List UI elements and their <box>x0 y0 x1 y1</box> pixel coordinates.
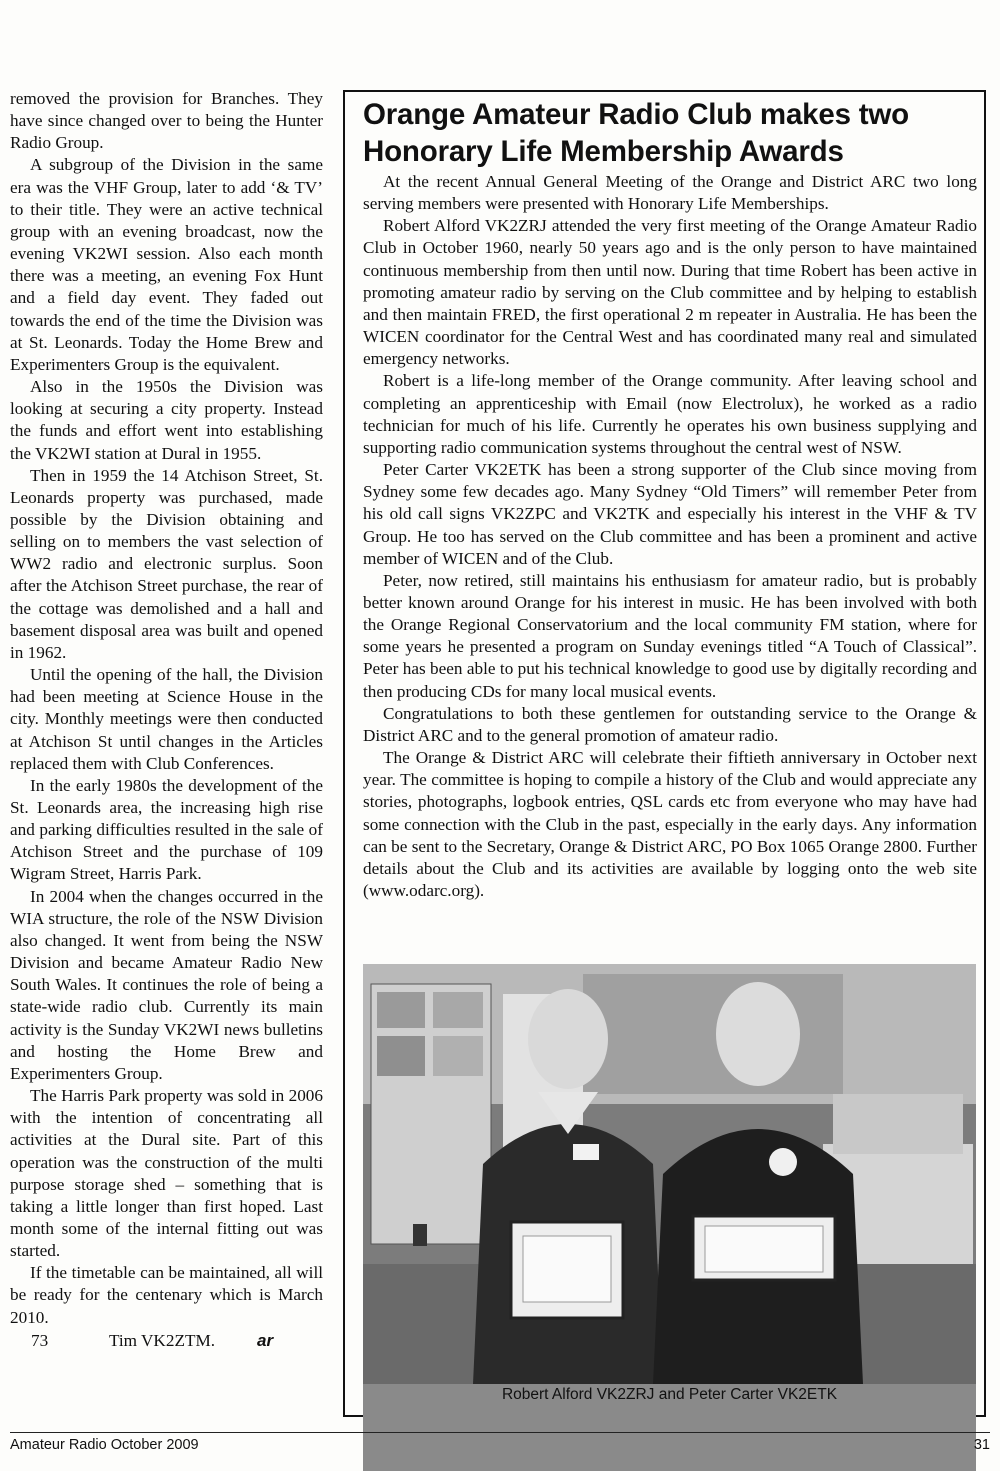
article-paragraph: At the recent Annual General Meeting of the Orange and District ARC two long serving members were presented with Honorary Life Memberships. <box>363 172 977 214</box>
article-paragraph: Congratulations to both these gentlemen for outstanding service to the Orange & District ARC and to the general promotion of amateur radio. <box>363 703 977 745</box>
article-paragraph: Peter, now retired, still maintains his enthusiasm for amateur radio, but is probably better known around Orange for his interest in music. He has been involved with both the Orange Regional Conservatorium and the local community FM station, where for some years he presented a program on Sunday evenings titled “A Touch of Classical”. Peter has been able to put his technical knowledge to good use by digitally recording and then producing CDs for many local musical events. <box>363 570 977 701</box>
article-body <box>363 171 977 902</box>
left-paragraph: Then in 1959 the 14 Atchison Street, St. Leonards property was purchased, made possible by the Division obtaining and selling on to members the vast selection of WW2 radio and electronic surplus. Soon after the Atchison Street purchase, the rear of the cottage was demolished and a hall and basement disposal area was built and opened in 1962. <box>10 465 323 662</box>
page-footer <box>10 1432 990 1453</box>
article-paragraph: Robert is a life-long member of the Orange community. After leaving school and completing an apprenticeship with Email (now Electrolux), he worked as a radio technician for much of his life. Currently he operates his own business supplying and supporting radio communication systems throughout the central west of NSW. <box>363 371 977 457</box>
end-mark: ar <box>257 1330 274 1350</box>
signoff-regards: 73 <box>31 1330 49 1350</box>
article-paragraph: Peter Carter VK2ETK has been a strong supporter of the Club since moving from Sydney some few decades ago. Many Sydney “Old Timers” will remember Peter from his old call signs VK2ZPC and VK2TK and especially his interest in the VHF & TV Group. He too has served on the Club committee and has been a prominent and active member of WICEN and of the Club. <box>363 460 977 568</box>
article-paragraph: The Orange & District ARC will celebrate their fiftieth anniversary in October next year. The committee is hoping to compile a history of the Club and would appreciate any stories, photographs, logbook entries, QSL cards etc from everyone who may have had some connection with the Club in the past, especially in the early days. Any information can be sent to the Secretary, Orange & District ARC, PO Box 1065 Orange 2800. Further details about the Club and its activities are available by logging onto the web site (www.odarc.org). <box>363 748 977 900</box>
left-paragraph: In the early 1980s the development of the St. Leonards area, the increasing high rise and parking difficulties resulted in the sale of Atchison Street and the purchase of 109 Wigram Street, Harris Park. <box>10 775 323 884</box>
left-paragraph: Until the opening of the hall, the Division had been meeting at Science House in the city. Monthly meetings were then conducted at Atchison St until changes in the Articles replaced them with Club Conferences. <box>10 665 323 773</box>
left-column <box>10 88 323 1352</box>
photo-caption: Robert Alford VK2ZRJ and Peter Carter VK2ETK <box>501 1386 838 1403</box>
left-paragraph: In 2004 when the changes occurred in the WIA structure, the role of the NSW Division also changed. It went from being the NSW Division and became Amateur Radio New South Wales. It continues the role of being a state-wide radio club. Currently its main activity is the Sunday VK2WI news bulletins and hosting the Home Brew and Experimenters Group. <box>10 886 323 1083</box>
left-paragraph: If the timetable can be maintained, all will be ready for the centenary which is March 2010. <box>10 1263 323 1327</box>
photo-illustration <box>363 964 976 1384</box>
left-paragraph: A subgroup of the Division in the same era was the VHF Group, later to add ‘& TV’ to their title. They were an active technical group with an evening broadcast, now the evening VK2WI session. Also each month there was a meeting, an evening Fox Hunt and a field day event. They faded out towards the end of the time the Division was at St. Leonards. Today the Home Brew and Experimenters Group is the equivalent. <box>10 155 323 374</box>
signoff <box>10 1330 323 1352</box>
article-paragraph: Robert Alford VK2ZRJ attended the very first meeting of the Orange Amateur Radio Club in October 1960, nearly 50 years ago and is the only person to have maintained continuous membership from then until now. During that time Robert has been active in promoting amateur radio by serving on the Club committee and by helping to establish and then maintain FRED, the first operational 2 m repeater in Australia. He has been the WICEN coordinator for the Central West and has coordinated many real and simulated emergency networks. <box>363 216 977 369</box>
left-paragraph: The Harris Park property was sold in 2006 with the intention of concentrating all activities at the Dural site. Part of this operation was the construction of the multi purpose storage shed – something that is taking a little longer than first hoped. Last month some of the internal fitting out was started. <box>10 1086 323 1261</box>
signoff-author: Tim VK2ZTM. <box>109 1330 216 1350</box>
page-number: 31 <box>973 1437 990 1453</box>
publication-name: Amateur Radio October 2009 <box>10 1437 199 1453</box>
left-paragraph: removed the provision for Branches. They have since changed over to being the Hunter Radio Group. <box>10 89 323 153</box>
article-box <box>343 90 986 1417</box>
left-paragraph: Also in the 1950s the Division was looking at securing a city property. Instead the funds and effort went into establishing the VK2WI station at Dural in 1955. <box>10 377 323 463</box>
article-headline: Orange Amateur Radio Club makes two Honorary Life Membership Awards <box>363 98 909 168</box>
